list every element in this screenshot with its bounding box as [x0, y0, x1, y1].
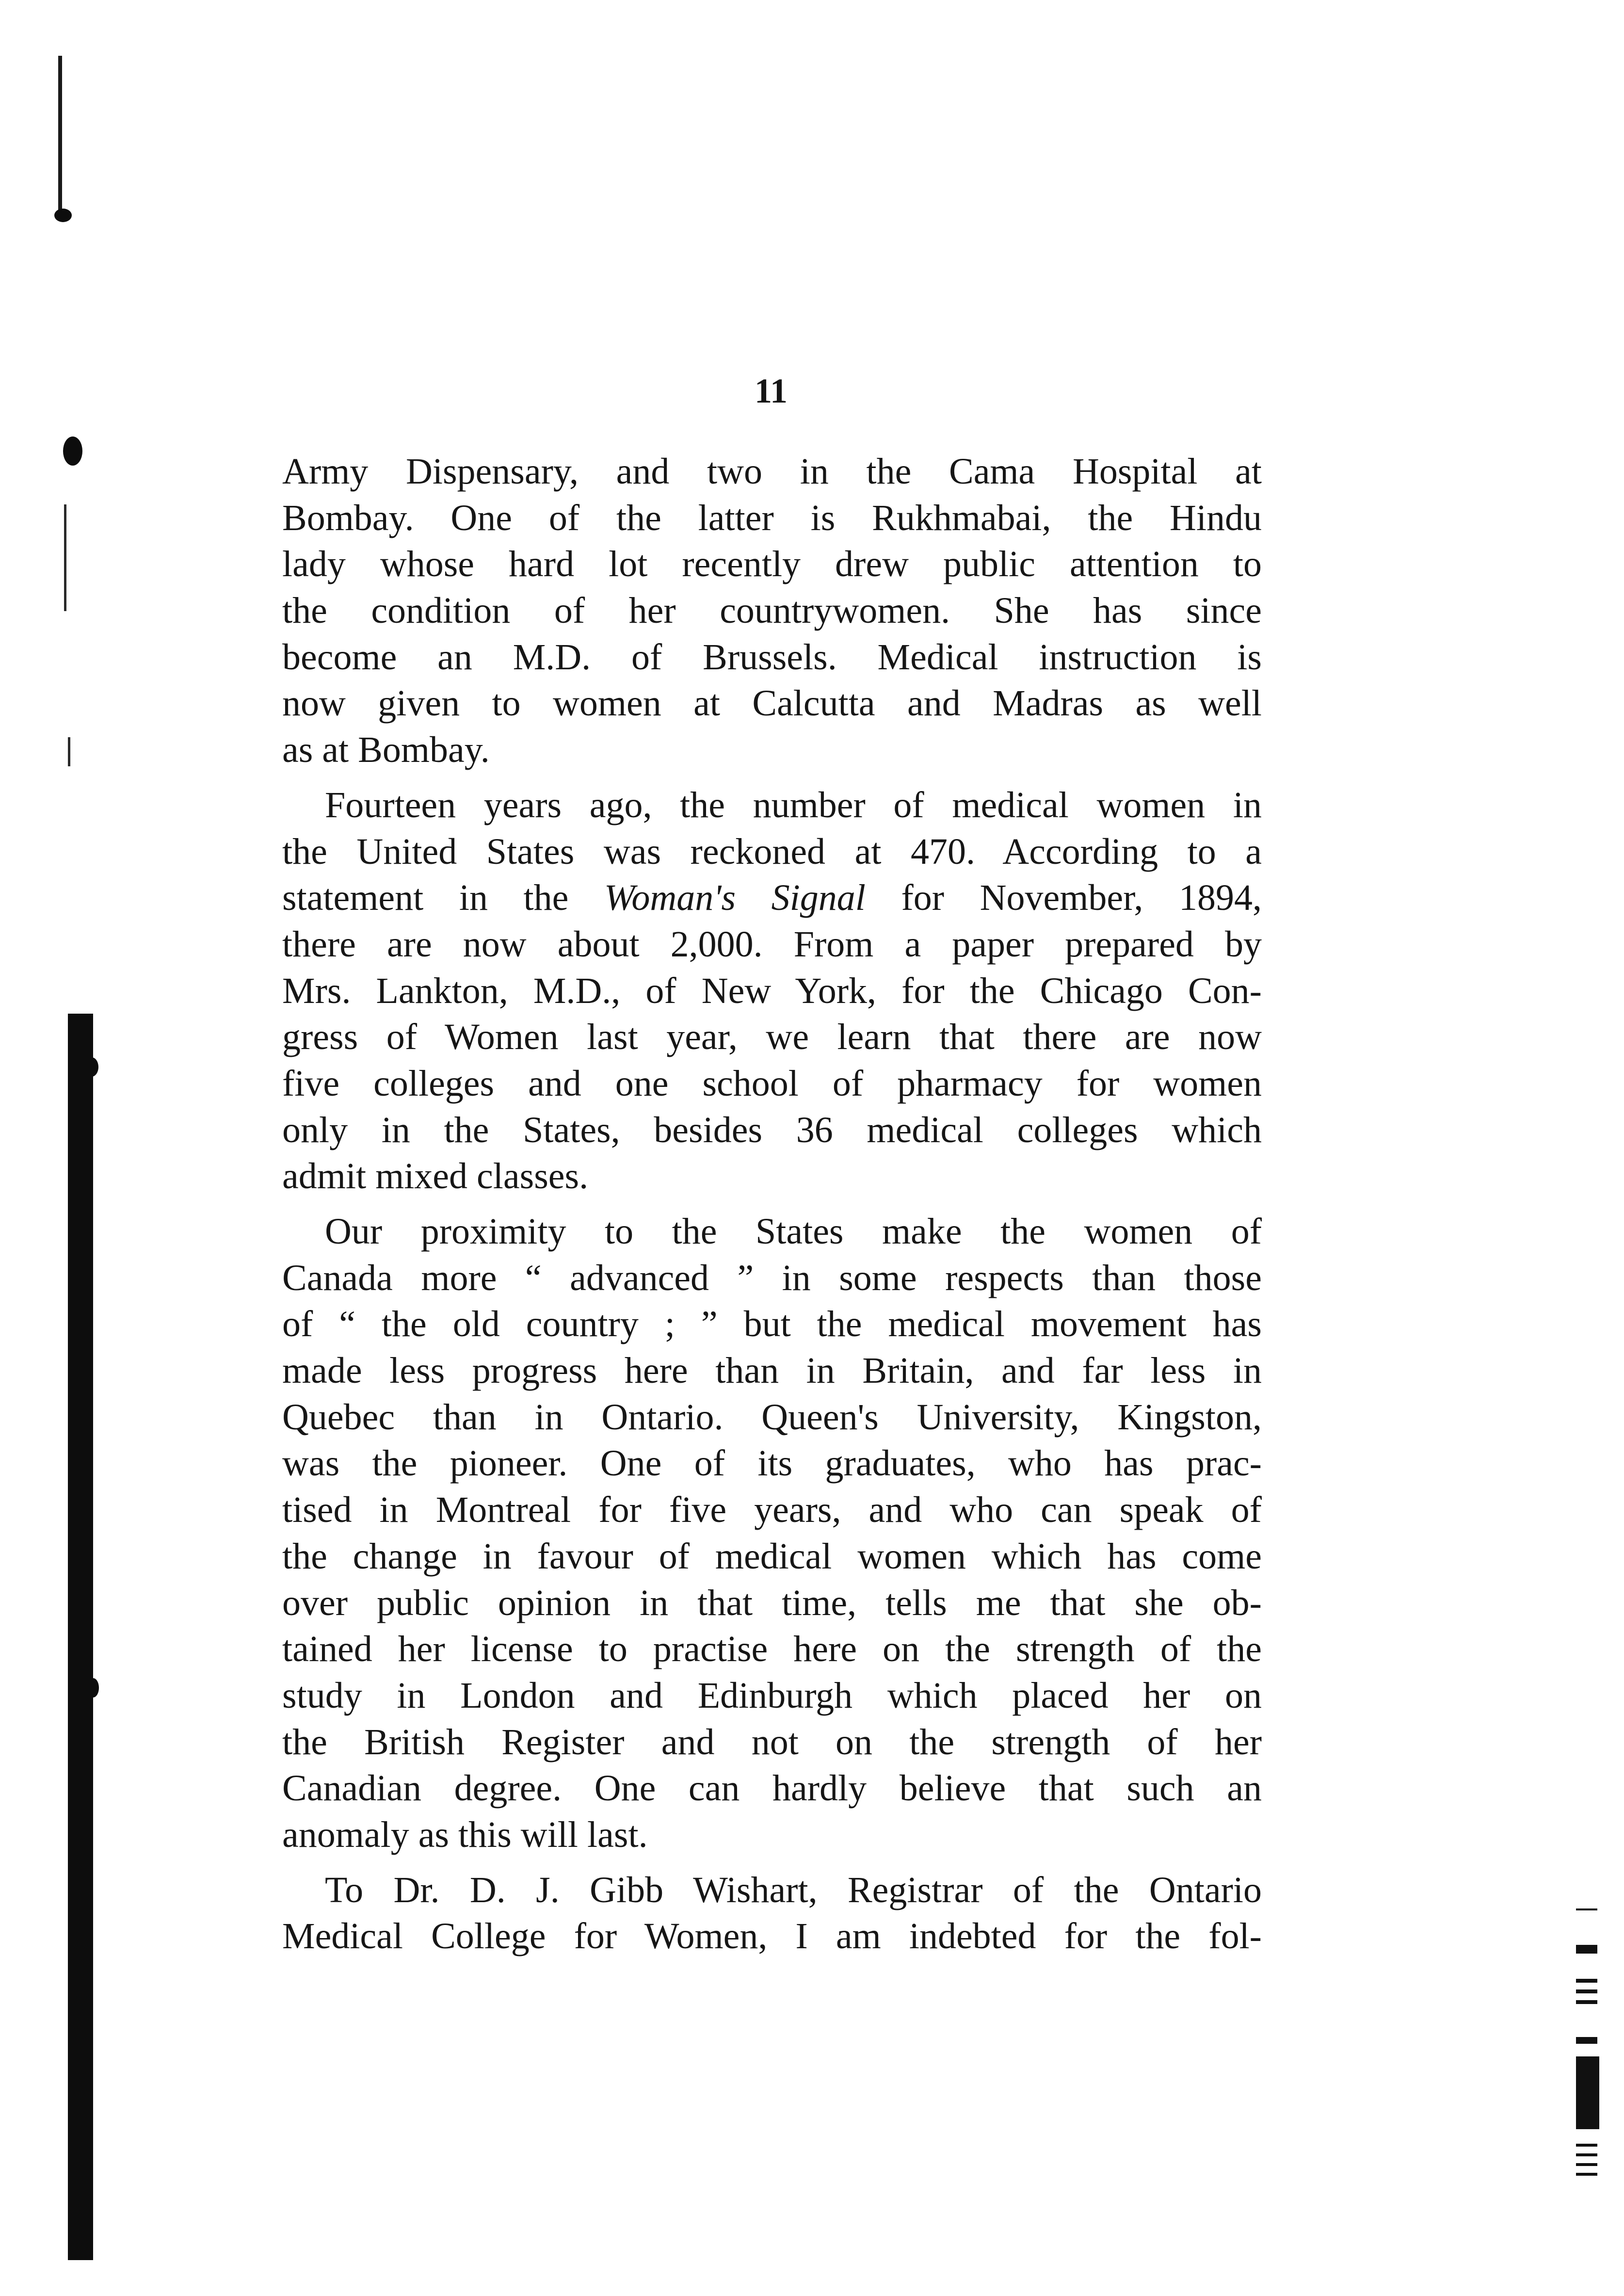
- text-run: statement in the: [282, 877, 569, 919]
- ink-blot: [63, 437, 82, 466]
- ink-blot: [85, 1057, 98, 1077]
- text-line: there are now about 2,000. From a paper prepared by: [282, 923, 1262, 965]
- text-line: Fourteen years ago, the number of medical women in: [325, 784, 1262, 825]
- scanner-mark: [1576, 2000, 1597, 2004]
- text-line: five colleges and one school of pharmacy for women: [282, 1063, 1262, 1104]
- text-line: lady whose hard lot recently drew public attention to: [282, 544, 1262, 585]
- ink-blot: [54, 209, 72, 222]
- scanner-mark: [1576, 2153, 1597, 2156]
- text-line: made less progress here than in Britain, and far less in: [282, 1350, 1262, 1391]
- scanner-mark: [1576, 2163, 1597, 2166]
- text-line: as at Bombay.: [282, 729, 490, 771]
- text-line: Canadian degree. One can hardly believe that such an: [282, 1768, 1262, 1809]
- scanner-mark: [1576, 2056, 1599, 2129]
- text-line: admit mixed classes.: [282, 1156, 589, 1197]
- ink-blot: [87, 1678, 99, 1698]
- text-line: was the pioneer. One of its graduates, who has prac-: [282, 1443, 1262, 1484]
- publication-title: Woman's Signal: [604, 877, 866, 919]
- text-line: Medical College for Women, I am indebted for the fol-: [282, 1916, 1262, 1957]
- text-line: Bombay. One of the latter is Rukhmabai, the Hindu: [282, 497, 1262, 538]
- text-line: anomaly as this will last.: [282, 1814, 648, 1855]
- paragraph: [282, 782, 1262, 1200]
- text-line: gress of Women last year, we learn that there are now: [282, 1017, 1262, 1058]
- text-line: [282, 875, 1262, 922]
- text-line: over public opinion in that time, tells me that she ob-: [282, 1582, 1262, 1623]
- page-number: 11: [754, 372, 788, 410]
- paragraph: [282, 449, 1262, 774]
- text-line: Mrs. Lankton, M.D., of New York, for the Chicago Con-: [282, 970, 1262, 1011]
- scanner-mark: [1576, 1989, 1597, 1993]
- text-line: become an M.D. of Brussels. Medical instruction is: [282, 636, 1262, 678]
- scanner-mark: [1576, 2173, 1597, 2176]
- text-line: Army Dispensary, and two in the Cama Hospital at: [282, 451, 1262, 492]
- text-run: for November, 1894,: [901, 877, 1262, 919]
- text-line: of “ the old country ; ” but the medical movement has: [282, 1304, 1262, 1345]
- binding-edge-shadow: [68, 1014, 93, 2260]
- binding-edge-mark: [58, 56, 62, 216]
- text-line: only in the States, besides 36 medical colleges which: [282, 1109, 1262, 1150]
- text-line: now given to women at Calcutta and Madras as well: [282, 683, 1262, 724]
- scanner-mark: [1576, 1945, 1597, 1954]
- text-line: To Dr. D. J. Gibb Wishart, Registrar of the Ontario: [325, 1869, 1262, 1910]
- text-line: the condition of her countrywomen. She has since: [282, 590, 1262, 631]
- text-line: tised in Montreal for five years, and who can speak of: [282, 1489, 1262, 1531]
- text-line: Quebec than in Ontario. Queen's University, Kingston,: [282, 1396, 1262, 1438]
- body-text: [282, 449, 1262, 1960]
- scanner-mark: [1576, 1979, 1597, 1983]
- paragraph: [282, 1867, 1262, 1960]
- binding-edge-mark: [68, 737, 70, 766]
- binding-edge-mark: [64, 504, 66, 611]
- scanner-mark: [1576, 2037, 1597, 2044]
- text-line: the change in favour of medical women which has come: [282, 1536, 1262, 1577]
- text-line: tained her license to practise here on the strength of the: [282, 1629, 1262, 1670]
- text-line: study in London and Edinburgh which placed her on: [282, 1675, 1262, 1716]
- paragraph: [282, 1209, 1262, 1859]
- text-line: Canada more “ advanced ” in some respects than those: [282, 1257, 1262, 1298]
- text-line: the British Register and not on the strength of her: [282, 1721, 1262, 1762]
- scanner-mark: [1576, 2144, 1597, 2147]
- text-line: the United States was reckoned at 470. According to a: [282, 831, 1262, 872]
- text-line: Our proximity to the States make the women of: [325, 1211, 1262, 1252]
- scanner-mark: [1576, 1908, 1597, 1910]
